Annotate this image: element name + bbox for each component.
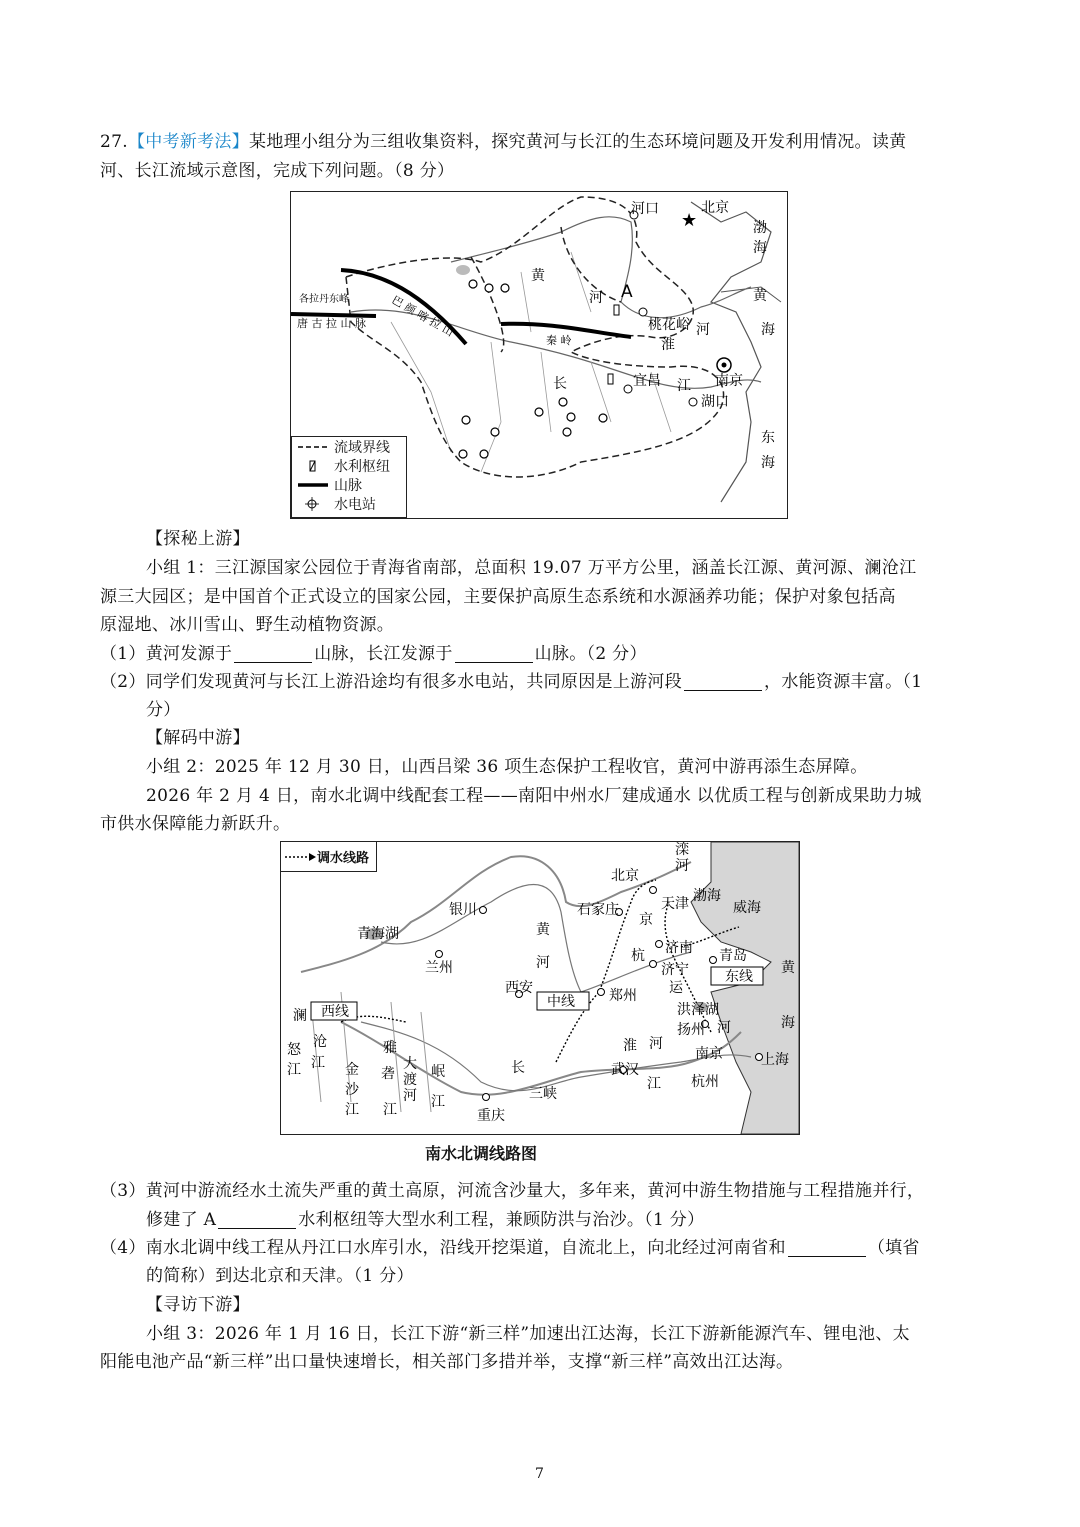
legend-label-boundary: 流域界线: [334, 439, 390, 456]
label-luan-he: 河: [675, 858, 689, 874]
answer-blank-q4[interactable]: [788, 1238, 866, 1257]
label-hangzhou: 杭州: [691, 1074, 719, 1090]
question-intro-line1: [100, 128, 906, 156]
label-he: 河: [696, 322, 710, 338]
label-qingdao: 青岛: [719, 948, 747, 964]
hydro-station-icon: [563, 428, 571, 436]
label-hai1: 海: [753, 240, 767, 256]
group1-line1: 小组 1：三江源国家公园位于青海省南部，总面积 19.07 万平方公里，涵盖长江源、黄河源、澜沧江: [146, 558, 917, 578]
label-lanzhou: 兰州: [425, 960, 453, 976]
question-4: [100, 1234, 920, 1262]
label-yunhe-he: 河: [717, 1020, 731, 1036]
capital-star-icon: ★: [681, 210, 698, 231]
q1-text-a: （1）黄河发源于: [100, 644, 233, 664]
hydro-station-icon: [567, 413, 575, 421]
answer-blank-q3[interactable]: [218, 1210, 296, 1229]
dam-icon: [298, 459, 328, 473]
question-1: [100, 640, 647, 668]
question-3-cont: [146, 1206, 704, 1234]
water-diversion-map: [280, 841, 800, 1135]
label-nu: 怒: [287, 1042, 301, 1058]
label-huangsea1: 黄: [753, 288, 767, 304]
dam-icon: [614, 305, 619, 315]
label-taohuayu: 桃花峪: [648, 317, 690, 333]
group1-line2: 源三大园区；是中国首个正式设立的国家公园，主要保护高原生态系统和水源涵养功能；保护对象包括高: [100, 587, 896, 607]
label-yalong-jiang: 江: [383, 1102, 397, 1118]
q2-text-b: ，水能资源丰富。（1: [764, 672, 923, 692]
group3-line2: 阳能电池产品“新三样”出口量快速增长，相关部门多措并举，支撑“新三样”高效出江达海。: [100, 1352, 794, 1372]
q2-text-a: （2）同学们发现黄河与长江上游沿途均有很多水电站，共同原因是上游河段: [100, 672, 683, 692]
label-jiang: 江: [677, 378, 691, 394]
city-qingdao: [710, 957, 717, 964]
label-chongqing: 重庆: [477, 1108, 505, 1124]
city-hukou: [689, 398, 697, 406]
q4-text-a: （4）南水北调中线工程从丹江口水库引水，沿线开挖渠道，自流北上，向北经过河南省和: [100, 1238, 786, 1258]
label-beijing: 北京: [611, 868, 639, 884]
label-yinchuan: 银川: [449, 902, 477, 918]
label-yellow-sea-2: 海: [781, 1015, 795, 1031]
water-diversion-map-svg: [281, 842, 799, 1134]
q3-text-c: 水利枢纽等大型水利工程，兼顾防洪与治沙。（1 分）: [298, 1210, 705, 1230]
label-nanjing: 南京: [715, 373, 743, 389]
label-luan: 滦: [675, 842, 689, 858]
label-hai2: 海: [761, 455, 775, 471]
label-west-route: 西线: [321, 1004, 349, 1020]
label-cang: 沧: [313, 1034, 327, 1050]
tanggula-mountain: [291, 314, 376, 316]
legend-row-hydro: [292, 494, 406, 513]
legend-label-mountain: 山脉: [334, 477, 362, 494]
label-lan: 澜: [293, 1008, 307, 1024]
hydro-station-icon: [480, 450, 488, 458]
label-long: 砻: [381, 1066, 395, 1082]
group2-line1: 小组 2：2025 年 12 月 30 日，山西吕梁 36 项生态保护工程收官，黄河中游再添生态屏障。: [146, 757, 868, 777]
city-yinchuan: [480, 907, 487, 914]
question-2: [100, 668, 922, 696]
city-lanzhou: [436, 951, 443, 958]
q1-text-b: 山脉，长江发源于: [314, 644, 453, 664]
intro-text-1: 某地理小组分为三组收集资料，探究黄河与长江的生态环境问题及开发利用情况。读黄: [249, 132, 907, 152]
legend-row-dam: [292, 456, 406, 475]
label-nanjing: 南京: [695, 1046, 723, 1062]
label-middle-route: 中线: [547, 994, 575, 1010]
group3-line1: 小组 3：2026 年 1 月 16 日，长江下游“新三样”加速出江达海，长江下游新能源汽车、锂电池、太: [146, 1324, 910, 1344]
label-ya: 雅: [383, 1040, 397, 1056]
label-jing: 京: [639, 912, 653, 928]
label-changjiang: 江: [647, 1076, 661, 1092]
answer-blank-q2[interactable]: [684, 672, 762, 691]
label-sha: 沙: [345, 1082, 359, 1098]
city-chongqing: [483, 1094, 490, 1101]
answer-blank-q1-a[interactable]: [234, 644, 312, 663]
label-hukou: 湖口: [701, 394, 729, 410]
city-tianjin: [650, 887, 657, 894]
label-min-jiang: 江: [431, 1094, 445, 1110]
label-east-route: 东线: [725, 969, 753, 985]
hydro-station-icon: [559, 398, 567, 406]
dashed-line-icon: [298, 443, 328, 451]
answer-blank-q1-b[interactable]: [455, 644, 533, 663]
hydro-station-icon: [491, 428, 499, 436]
label-beijing: 北京: [701, 200, 729, 216]
label-tianjin: 天津: [661, 896, 689, 912]
hydro-station-icon: [535, 408, 543, 416]
label-hongzehu: 洪泽湖: [677, 1002, 719, 1018]
group1-line3: 原湿地、冰川雪山、野生动植物资源。: [100, 615, 395, 635]
question-3: （3）黄河中游流经水土流失严重的黄土高原，河流含沙量大，多年来，黄河中游生物措施与工程措施并行，: [100, 1181, 925, 1201]
label-jin: 金: [345, 1062, 359, 1078]
label-dong: 东: [761, 430, 775, 446]
label-qinghaihu: 青海湖: [357, 926, 399, 942]
label-yellow-river-2: 河: [536, 955, 550, 971]
label-chang: 长: [553, 376, 567, 392]
label-lancang-jiang: 江: [311, 1055, 325, 1071]
legend-label-dam: 水利枢纽: [334, 458, 390, 475]
qinghai-lake: [456, 265, 470, 275]
section-heading-mid: 【解码中游】: [146, 728, 250, 748]
label-yellow-river-1: 黄: [531, 268, 545, 284]
question-2-cont: 分）: [146, 700, 181, 720]
label-geladandong: 各拉丹东峰: [299, 294, 349, 305]
label-yangzhou: 扬州: [677, 1022, 705, 1038]
label-A: A: [621, 282, 633, 302]
hydro-station-icon: [485, 284, 493, 292]
legend-row-mountain: [292, 475, 406, 494]
label-yellow-sea-1: 黄: [781, 960, 795, 976]
label-min: 岷: [431, 1064, 445, 1080]
label-tanggula: 唐 古 拉 山 脉: [297, 317, 366, 330]
map-legend: [291, 436, 407, 518]
sea-area: [691, 842, 799, 1134]
section-heading-down: 【寻访下游】: [146, 1295, 250, 1315]
section-heading-up: 【探秘上游】: [146, 529, 250, 549]
map2-caption: 南水北调线路图: [425, 1144, 538, 1163]
label-jinsha-jiang: 江: [345, 1102, 359, 1118]
city-jining: [650, 961, 657, 968]
basin-map: [290, 191, 788, 519]
hydro-station-icon: [462, 416, 470, 424]
label-yichang: 宜昌: [633, 373, 661, 389]
q1-text-c: 山脉。（2 分）: [534, 644, 647, 664]
map2-legend: [281, 842, 377, 872]
label-hekou: 河口: [631, 201, 659, 217]
label-jinan: 济南: [665, 940, 693, 956]
label-huai: 淮: [661, 337, 675, 353]
map2-legend-label: 调水线路: [317, 851, 370, 866]
page-number: 7: [535, 1466, 545, 1482]
label-huai: 淮: [623, 1038, 637, 1054]
label-nu-jiang: 江: [287, 1062, 301, 1078]
q4-text-b: （填省: [867, 1238, 920, 1258]
hydro-station-icon: [298, 497, 328, 511]
news-line1: 2026 年 2 月 4 日，南水北调中线配套工程——南阳中州水厂建成通水 以优质工程与创新成果助力城: [146, 786, 922, 806]
question-intro-line2: 河、长江流域示意图，完成下列问题。（8 分）: [100, 161, 455, 181]
label-huangsea2: 海: [761, 322, 775, 338]
shandong-coast: [721, 287, 781, 302]
label-qinling: 秦 岭: [546, 334, 572, 347]
question-number: 27.: [100, 132, 128, 152]
city-jinan: [656, 941, 663, 948]
label-chang: 长: [511, 1060, 525, 1076]
label-hang: 杭: [631, 948, 645, 964]
hydro-station-icon: [599, 414, 607, 422]
diversion-route-icon: [285, 852, 317, 862]
hydro-station-icon: [469, 280, 477, 288]
label-yellow-river-1: 黄: [536, 922, 550, 938]
label-dadu-1: 大: [403, 1056, 417, 1072]
label-jining: 济宁: [661, 962, 689, 978]
label-xian: 西安: [505, 980, 533, 996]
label-sanxia: 三峡: [529, 1086, 557, 1102]
city-yichang: [624, 385, 632, 393]
question-tag: 【中考新考法】: [127, 132, 250, 152]
label-dadu-2: 渡: [403, 1072, 417, 1088]
legend-row-boundary: [292, 437, 406, 456]
q3-text-b: 修建了 A: [146, 1210, 217, 1230]
label-huai-he: 河: [649, 1036, 663, 1052]
label-wuhan: 武汉: [611, 1062, 639, 1078]
label-dadu-3: 河: [403, 1088, 417, 1104]
label-bohai: 渤海: [693, 888, 721, 904]
label-weihai: 威海: [733, 900, 761, 916]
hydro-station-icon: [501, 284, 509, 292]
hydro-station-icon: [459, 450, 467, 458]
label-bo: 渤: [753, 220, 767, 236]
label-bayan: 巴 颜 喀 拉 山: [389, 293, 456, 340]
label-shanghai: 上海: [761, 1052, 789, 1068]
label-zhengzhou: 郑州: [609, 988, 637, 1004]
question-4-cont: 的简称）到达北京和天津。（1 分）: [146, 1266, 414, 1286]
label-shijiazhuang: 石家庄: [577, 902, 619, 918]
news-line2: 市供水保障能力新跃升。: [100, 814, 291, 834]
hydro-stations: [459, 280, 607, 458]
mountain-line-icon: [298, 481, 328, 489]
city-zhengzhou: [598, 989, 605, 996]
dam-icon: [608, 374, 613, 384]
city-nanjing-dot: [722, 363, 727, 368]
label-yellow-river-2: 河: [589, 290, 603, 306]
legend-label-hydro: 水电站: [334, 496, 376, 513]
label-yun: 运: [669, 980, 683, 996]
city-taohuayu: [639, 308, 647, 316]
